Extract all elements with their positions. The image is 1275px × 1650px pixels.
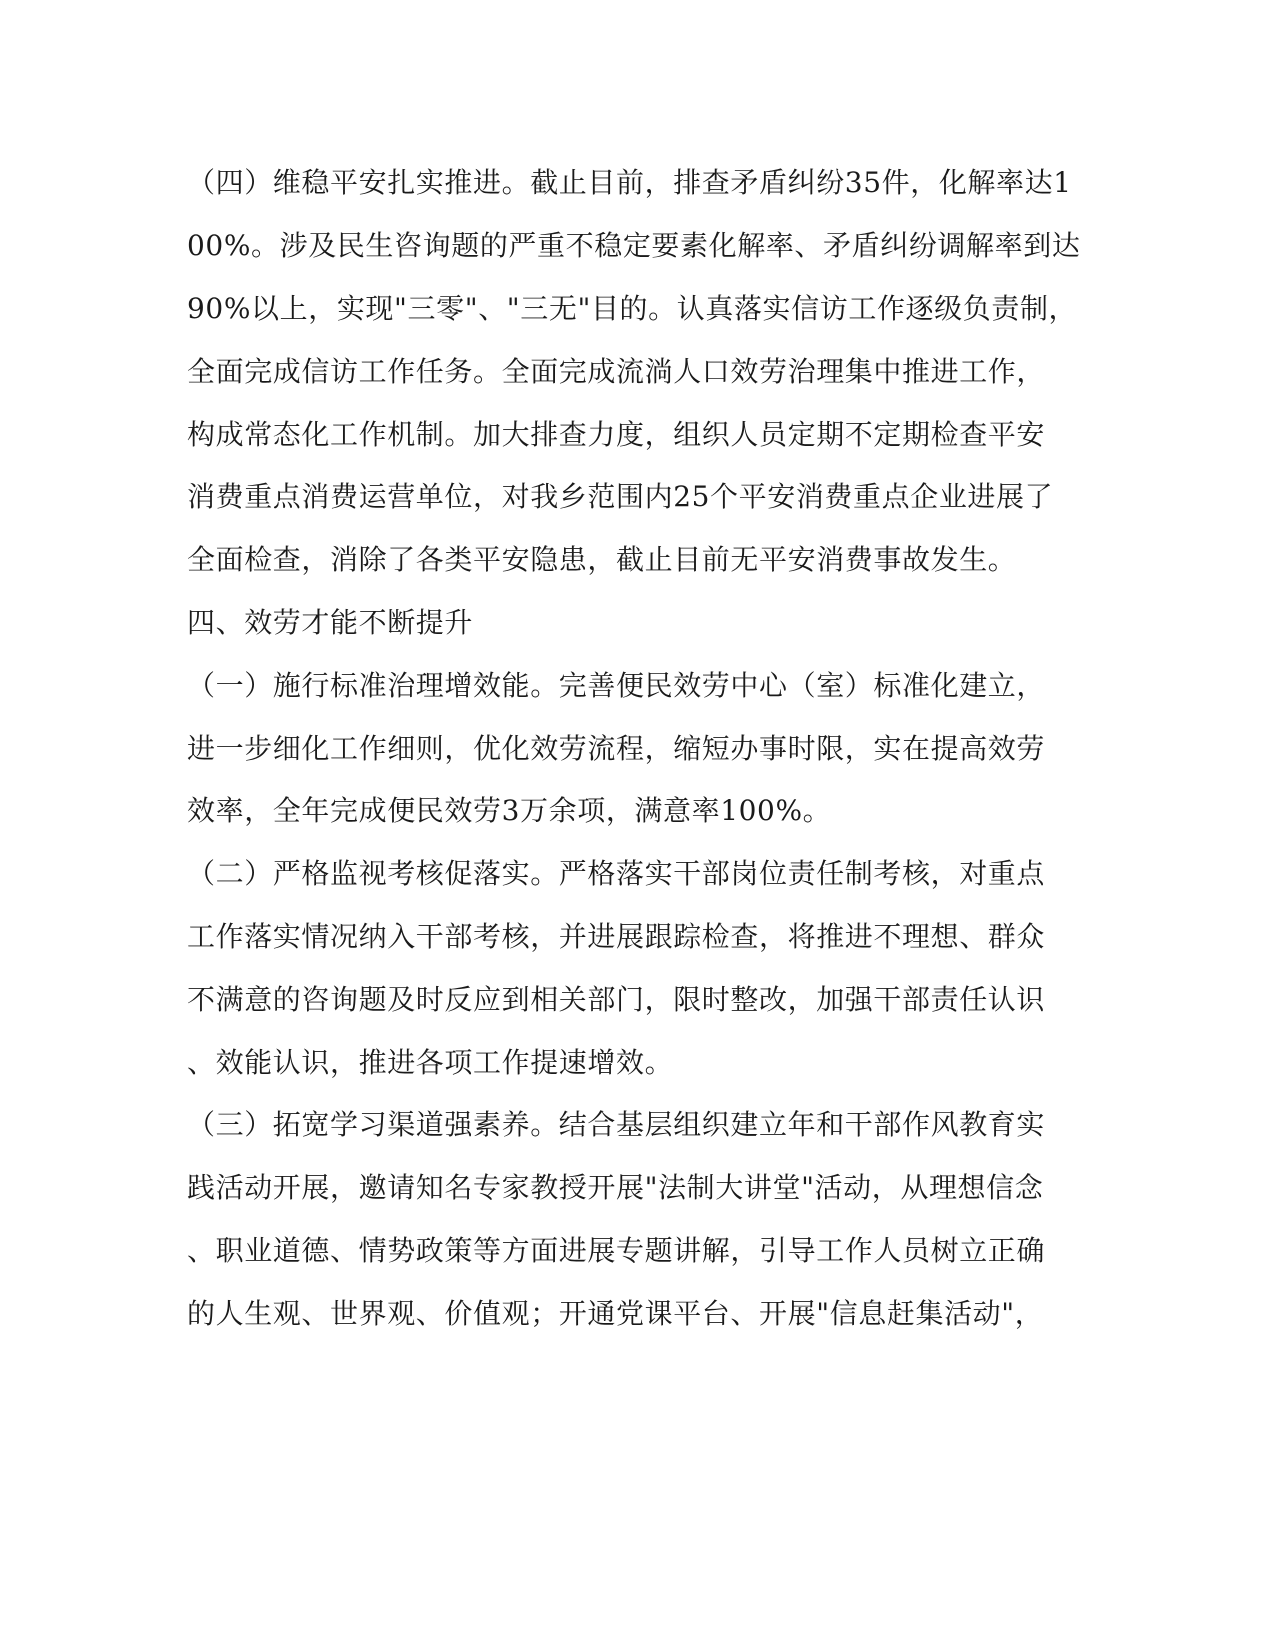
- text-line: （三）拓宽学习渠道强素养。结合基层组织建立年和干部作风教育实: [187, 1108, 1046, 1141]
- text-line: 构成常态化工作机制。加大排查力度，组织人员定期不定期检查平安: [187, 418, 1046, 451]
- text-line: 消费重点消费运营单位，对我乡范围内25个平安消费重点企业进展了: [187, 480, 1054, 513]
- text-line: 90%以上，实现"三零"、"三无"目的。认真落实信访工作逐级负责制，: [187, 292, 1078, 325]
- text-line: 工作落实情况纳入干部考核，并进展跟踪检查，将推进不理想、群众: [187, 920, 1046, 953]
- section-heading: 四、效劳才能不断提升: [187, 606, 474, 639]
- text-line: 不满意的咨询题及时反应到相关部门，限时整改，加强干部责任认识: [187, 983, 1046, 1016]
- text-line: （二）严格监视考核促落实。严格落实干部岗位责任制考核，对重点: [187, 857, 1046, 890]
- text-line: （四）维稳平安扎实推进。截止目前，排查矛盾纠纷35件，化解率达1: [187, 166, 1072, 199]
- text-line: （一）施行标准治理增效能。完善便民效劳中心（室）标准化建立，: [187, 669, 1046, 702]
- text-line: 全面检查，消除了各类平安隐患，截止目前无平安消费事故发生。: [187, 543, 1017, 576]
- text-line: 、职业道德、情势政策等方面进展专题讲解，引导工作人员树立正确: [187, 1234, 1046, 1267]
- text-line: 的人生观、世界观、价值观；开通党课平台、开展"信息赶集活动"，: [187, 1297, 1044, 1330]
- text-line: 效率，全年完成便民效劳3万余项，满意率100%。: [187, 794, 832, 827]
- text-line: 、效能认识，推进各项工作提速增效。: [187, 1046, 674, 1079]
- text-line: 00%。涉及民生咨询题的严重不稳定要素化解率、矛盾纠纷调解率到达: [187, 229, 1081, 262]
- text-line: 践活动开展，邀请知名专家教授开展"法制大讲堂"活动，从理想信念: [187, 1171, 1044, 1204]
- text-line: 全面完成信访工作任务。全面完成流淌人口效劳治理集中推进工作，: [187, 355, 1046, 388]
- text-line: 进一步细化工作细则，优化效劳流程，缩短办事时限，实在提高效劳: [187, 732, 1046, 765]
